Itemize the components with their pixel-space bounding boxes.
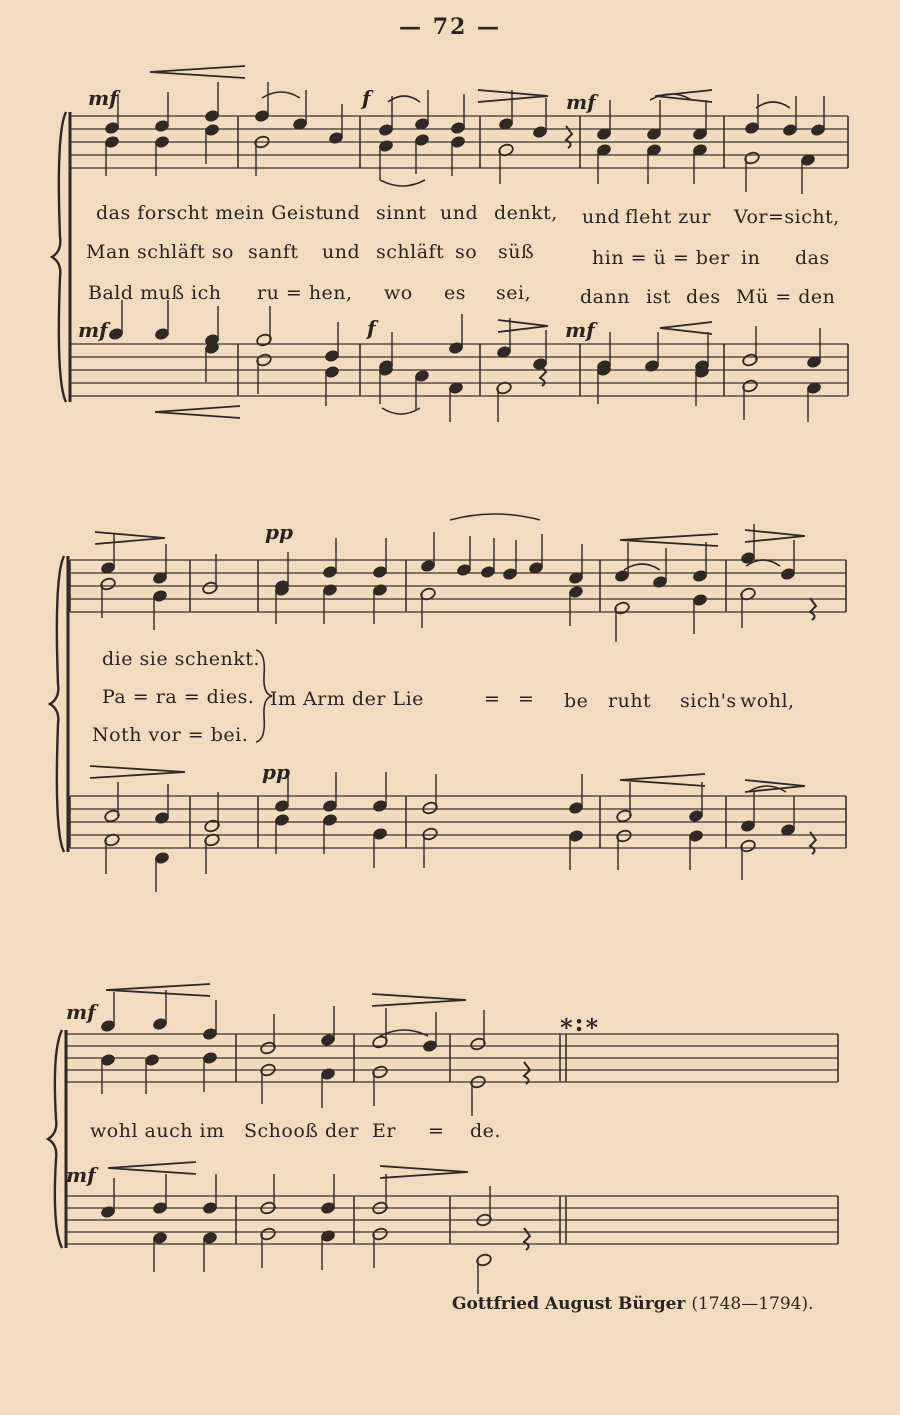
lyric-word: sinnt	[376, 202, 427, 224]
lyric-word: wo	[384, 282, 413, 304]
slur	[380, 180, 425, 186]
rest-symbol	[524, 1228, 530, 1250]
crescendo-hairpin	[108, 1162, 196, 1174]
decrescendo-hairpin	[478, 90, 548, 102]
dynamic-mark: mf	[565, 318, 595, 342]
lyric-word: und	[322, 241, 361, 263]
lyric-word: und	[322, 202, 361, 224]
dynamic-mark: f	[367, 316, 376, 340]
crescendo-hairpin	[106, 984, 210, 996]
lyric-word: fleht zur	[625, 206, 712, 228]
lyric-word: wohl,	[740, 690, 795, 712]
crescendo-hairpin	[660, 322, 712, 334]
lyric-word: und	[582, 206, 621, 228]
lyric-word: denkt,	[494, 202, 558, 224]
lyric-word: und	[440, 202, 479, 224]
rest-symbol	[810, 598, 816, 620]
lyric-word: sanft	[248, 241, 299, 263]
lyric-word: Er	[372, 1120, 396, 1142]
decrescendo-hairpin	[745, 780, 805, 792]
crescendo-hairpin	[150, 66, 245, 78]
lyric-word: =	[484, 688, 501, 710]
dynamic-mark: mf	[566, 90, 596, 114]
lyric-word: Vor=sicht,	[734, 206, 840, 228]
dynamic-mark: pp	[265, 520, 293, 544]
decrescendo-hairpin	[90, 766, 185, 778]
lyric-word: das forscht mein Geist	[96, 202, 324, 224]
end-mark: ∗:∗	[558, 1008, 601, 1037]
lyric-word: ruht	[608, 690, 652, 712]
slur	[756, 102, 790, 108]
dynamic-mark: mf	[66, 1000, 96, 1024]
lyric-word: de.	[470, 1120, 501, 1142]
lyric-word: dann	[580, 286, 630, 308]
decrescendo-hairpin	[380, 1166, 468, 1178]
lyric-word: das	[795, 247, 830, 269]
slur	[450, 514, 540, 520]
lyric-word: sei,	[496, 282, 532, 304]
decrescendo-hairpin	[95, 532, 165, 544]
crescendo-hairpin	[620, 774, 705, 786]
lyric-word: ist	[646, 286, 671, 308]
decrescendo-hairpin	[372, 994, 466, 1006]
slur	[388, 96, 420, 102]
dynamic-mark: mf	[78, 318, 108, 342]
lyric-word: ru = hen,	[257, 282, 353, 304]
lyric-word: hin = ü = ber	[592, 247, 730, 269]
lyric-word: so	[455, 241, 478, 263]
lyric-word: die sie schenkt.	[102, 648, 260, 670]
crescendo-hairpin	[620, 534, 718, 546]
author-credit	[452, 1294, 814, 1314]
system-brace	[50, 556, 64, 852]
lyric-word: Bald muß ich	[88, 282, 222, 304]
lyric-word: des	[686, 286, 721, 308]
lyric-word: sich's	[680, 690, 737, 712]
dynamic-mark: pp	[262, 760, 290, 784]
lyric-word: Pa = ra = dies.	[102, 686, 255, 708]
lyric-word: wohl auch im	[90, 1120, 225, 1142]
dynamic-mark: f	[362, 86, 371, 110]
system-brace	[48, 1030, 62, 1248]
slur	[624, 564, 660, 570]
dynamic-mark: mf	[88, 86, 118, 110]
lyric-word: schläft	[376, 241, 445, 263]
lyric-word: Noth vor = bei.	[92, 724, 249, 746]
lyric-word: =	[428, 1120, 445, 1142]
lyric-word: Schooß der	[244, 1120, 359, 1142]
page-number: — 72 —	[399, 14, 501, 40]
lyric-word: es	[444, 282, 466, 304]
lyric-word: in	[741, 247, 761, 269]
slur	[382, 408, 420, 414]
system-brace	[52, 112, 66, 402]
decrescendo-hairpin	[498, 320, 548, 332]
lyric-word: Man schläft so	[86, 241, 234, 263]
lyric-word: süß	[498, 241, 535, 263]
slur	[380, 1030, 428, 1036]
dynamic-mark: mf	[66, 1163, 96, 1187]
lyric-word: Im Arm der Lie	[270, 688, 424, 710]
author-name: Gottfried August Bürger	[452, 1294, 686, 1314]
lyric-word: =	[518, 688, 535, 710]
crescendo-hairpin	[155, 406, 240, 418]
rest-symbol	[524, 1062, 530, 1084]
lyric-word: be	[564, 690, 589, 712]
lyric-word: Mü = den	[736, 286, 836, 308]
author-dates: (1748—1794).	[691, 1294, 814, 1314]
